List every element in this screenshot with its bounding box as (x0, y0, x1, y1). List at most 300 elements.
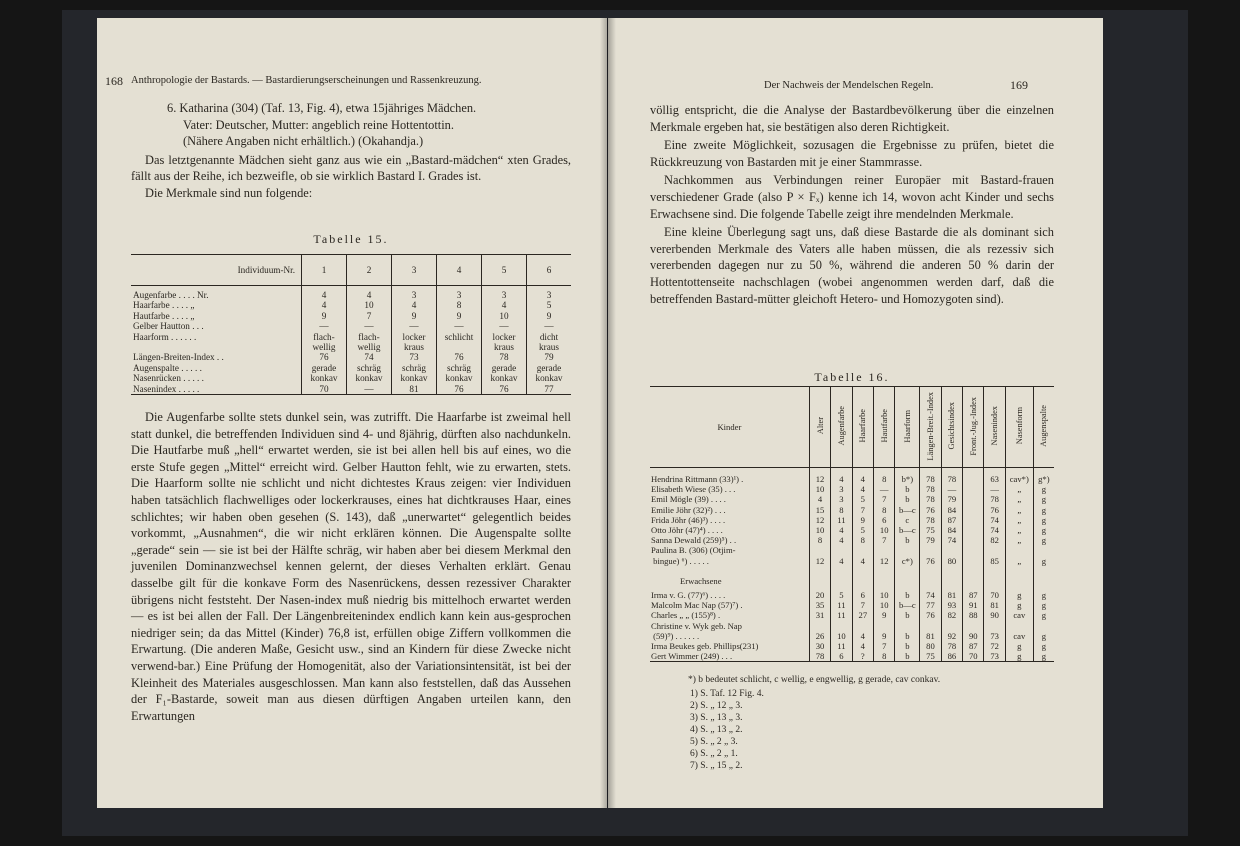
table-cell: 10 (809, 484, 830, 494)
table-row (131, 332, 571, 353)
table-cell: 4 (347, 286, 392, 301)
table-cell: 78 (920, 468, 941, 485)
column-header (1033, 387, 1054, 468)
table-cell: 78 (920, 494, 941, 504)
row-name: Otto Jöhr (47)⁴) . . . . (651, 525, 723, 536)
table-cell: 85 (984, 545, 1005, 565)
table-cell: 3 (437, 286, 482, 301)
table-cell-empty (941, 566, 962, 590)
table-row (650, 535, 1054, 545)
table-cell: 75 (920, 651, 941, 662)
right-body-text (650, 102, 1054, 307)
table-cell: 70 (302, 384, 347, 395)
table-cell: 70 (984, 590, 1005, 600)
table-cell: b (895, 621, 920, 641)
table-row (650, 600, 1054, 610)
table-cell: g (1033, 621, 1054, 641)
table-cell: g*) (1033, 468, 1054, 485)
table-cell-empty (831, 566, 852, 590)
table-cell (963, 525, 984, 535)
table-cell: 8 (874, 468, 895, 485)
column-header-label: Augenfarbe (836, 406, 846, 446)
table-16-header-row (650, 387, 1054, 468)
column-header: 2 (347, 255, 392, 286)
table-row (650, 494, 1054, 504)
table-cell: 74 (984, 525, 1005, 535)
table-cell: — (392, 321, 437, 331)
table-cell: 4 (852, 468, 873, 485)
table-cell: g (1033, 600, 1054, 610)
table-cell: 74 (984, 515, 1005, 525)
table-cell: g (1005, 651, 1033, 662)
paragraph: Die Merkmale sind nun folgende: (145, 185, 313, 200)
row-label: Nasenindex . . . . . (133, 383, 200, 394)
table-cell: 9 (852, 515, 873, 525)
table-cell: 78 (920, 515, 941, 525)
table-cell: 4 (809, 494, 830, 504)
row-label: Gelber Hautton . . . (133, 321, 204, 332)
table-cell: 9 (874, 610, 895, 620)
table-cell: 7 (347, 311, 392, 321)
table-cell: 8 (437, 300, 482, 310)
paragraph: Eine kleine Überlegung sagt uns, daß diese Bastarde die als dominant sich vererbenden Merkmale des Vaters alle haben müssen, die als rezessiv sich vererbenden dagegen nur zu 50 %, während die anderen 50 % darin der Hottentottenseite nachschlagen (wobei angenommen werden darf, daß die betreffenden Bastard-mütter gleichoft Hetero- und Homozygoten sind). (650, 225, 1054, 306)
table-cell (963, 545, 984, 565)
paragraph: Eine zweite Möglichkeit, sozusagen die Ergebnisse zu prüfen, bietet die Rückkreuzung von Bastarden mit je einer Stammrasse. (650, 138, 1054, 169)
table-cell: gerade (302, 363, 347, 373)
table-cell: — (482, 321, 527, 331)
table-cell: 90 (963, 621, 984, 641)
table-cell: b—c (895, 505, 920, 515)
table-cell: 73 (392, 352, 437, 362)
table-cell: 81 (984, 600, 1005, 610)
table-cell: 27 (852, 610, 873, 620)
table-cell: 8 (831, 505, 852, 515)
table-cell: 78 (920, 484, 941, 494)
table-cell: — (941, 484, 962, 494)
right-page (608, 18, 1103, 808)
table-cell: 70 (963, 651, 984, 662)
table-cell: 11 (831, 641, 852, 651)
table-cell: g (1005, 641, 1033, 651)
table-cell: 6 (874, 515, 895, 525)
table-cell: 8 (874, 505, 895, 515)
row-name: Hendrina Rittmann (33)¹) . (651, 474, 744, 484)
right-page-number: 169 (1010, 78, 1028, 92)
table-cell: — (302, 321, 347, 331)
table-row (650, 545, 1054, 565)
table-cell-empty (920, 566, 941, 590)
table-cell: 4 (831, 525, 852, 535)
table-cell: „ (1005, 535, 1033, 545)
column-header (874, 387, 895, 468)
table-cell-empty (1033, 566, 1054, 590)
row-name: Elisabeth Wiese (35) . . . (651, 484, 736, 495)
left-body-text (131, 409, 571, 724)
table-cell: 7 (874, 641, 895, 651)
column-header-label: Nasenindex (990, 406, 1000, 446)
table-cell: 88 (963, 610, 984, 620)
table-cell: 78 (809, 651, 830, 662)
table-cell: g (1033, 525, 1054, 535)
table-cell: b (895, 494, 920, 504)
table-cell: 3 (392, 286, 437, 301)
book-gutter (600, 18, 616, 808)
column-header: 5 (482, 255, 527, 286)
table-cell: 9 (437, 311, 482, 321)
table-row (131, 286, 571, 301)
row-name: Paulina B. (306) (Otjim- bingue) ⁶) . . . . . (651, 545, 736, 566)
table-cell: g (1033, 641, 1054, 651)
table-cell: — (874, 484, 895, 494)
column-header-label: Alter (815, 417, 825, 435)
section-row (650, 566, 1054, 590)
table-cell: gerade (527, 363, 572, 373)
table-cell: 4 (852, 621, 873, 641)
table-cell: konkav (302, 373, 347, 383)
table-row (131, 384, 571, 395)
row-name: Emilie Jöhr (32)²) . . . (651, 504, 726, 515)
table-cell-empty (874, 566, 895, 590)
row-name: Emil Mögle (39) . . . . (651, 494, 726, 505)
left-page (97, 18, 607, 808)
row-name: Sanna Dewald (259)⁵) . . (651, 535, 737, 546)
table-cell: 72 (984, 641, 1005, 651)
column-header (920, 387, 941, 468)
table-16-row-header: Kinder (650, 387, 809, 468)
table-cell: 92 (941, 621, 962, 641)
column-header-label: Nasenform (1014, 407, 1024, 445)
table-cell: 5 (852, 494, 873, 504)
table-cell: 63 (984, 468, 1005, 485)
table-cell: 7 (852, 600, 873, 610)
column-header-label: Gesichtsindex (947, 402, 957, 450)
table-cell: 84 (941, 525, 962, 535)
table-cell: g (1033, 484, 1054, 494)
table-cell: 5 (852, 525, 873, 535)
table-cell: — (347, 384, 392, 395)
table-row (131, 352, 571, 362)
left-running-head: Anthropologie der Bastards. — Bastardierungserscheinungen und Rassenkreuzung. (131, 75, 482, 86)
table-cell: 79 (941, 494, 962, 504)
table-cell: c*) (895, 545, 920, 565)
paragraph: Die Augenfarbe sollte stets dunkel sein, was zutrifft. Die Haarfarbe ist zweimal hell statt dunkel, die betreffenden Individuen sind 4- und 8jährig, dürften also nachdunkeln. Die Hautfarbe muß „hell“ erwartet werden, sie ist bei allen hell bis auf eines, wo die erste Stufe gegen „Mittel“ erreicht wird. Gelber Hautton fehlt, wie zu erwarten, stets. Die Haarform sollte nie schlicht und nicht dichtestes Kraus zeigen: vier Individuen haben tatsächlich flachwelliges oder lockerkrauses, eines hat dichtkrauses Haar, eines schlichtes; wir haben oben gesehen (S. 143), daß „unerwartet“ gelegentlich beides vorkommt, „Ausnahmen“, die wir nicht erklären können. Die Augenspalte sollte „gerade“ sein — sie ist bei der Hälfte schräg, wir haben aber bei diesem Merkmal den juvenilen Dominanzwechsel kennen gelernt, der dieses Verhalten erklärt. Genau dasselbe gilt für die konkave Form des Nasenrückens, dessen rezessiver Charakter übrigens nicht feststeht. Der Nasen-index muß niedrig bis mittelhoch erwartet werden — es ist bei allen der Fall. Der Längenbreitenindex endlich kann kein aus-gesprochen niedriger sein; da das Mittel (Kinder) 76,8 ist, erfüllen obige Ziffern vollkommen die Erwartung. (Die anderen Maße, Gesicht usw., sind an Kindern für diese Zwecke nicht verwend-bar.) Eine Prüfung der Homogenität, also der Variationsintensität, ist bei der Kleinheit des Materiales ausgeschlossen. Man kann also feststellen, daß das Aussehen der F₁-Bastarde, soweit man aus diesen dürftigen Angaben urteilen kann, den Erwartungen (131, 410, 571, 723)
table-cell: 10 (874, 525, 895, 535)
table-cell: 8 (874, 651, 895, 662)
table-cell: 9 (874, 621, 895, 641)
table-cell: — (984, 484, 1005, 494)
table-cell: 7 (852, 505, 873, 515)
table-cell (963, 494, 984, 504)
table-cell: 76 (302, 352, 347, 362)
table-15-body (131, 286, 571, 395)
table-cell: 9 (527, 311, 572, 321)
row-label: Längen-Breiten-Index . . (133, 352, 224, 363)
table-cell: 74 (347, 352, 392, 362)
table-cell: 78 (482, 352, 527, 362)
table-cell: b (895, 484, 920, 494)
table-cell: 93 (941, 600, 962, 610)
table-cell: 35 (809, 600, 830, 610)
table-cell: — (347, 321, 392, 331)
table-cell: 76 (920, 610, 941, 620)
row-name: Gert Wimmer (249) . . . (651, 651, 733, 662)
table-cell: 6 (831, 651, 852, 662)
table-row (650, 590, 1054, 600)
column-header: 1 (302, 255, 347, 286)
table-cell: 9 (302, 311, 347, 321)
table-cell: locker kraus (392, 332, 437, 353)
table-row (131, 373, 571, 383)
footnote: 5) S. „ 2 „ 3. (690, 737, 738, 747)
row-label: Hautfarbe . . . . „ (133, 310, 195, 321)
table-cell: 91 (963, 600, 984, 610)
left-page-number: 168 (105, 74, 123, 88)
table-cell: 10 (831, 621, 852, 641)
table-cell: 87 (941, 515, 962, 525)
table-cell: — (437, 321, 482, 331)
table-cell: 4 (831, 535, 852, 545)
table-cell: 10 (482, 311, 527, 321)
table-cell: konkav (347, 373, 392, 383)
table-cell: „ (1005, 545, 1033, 565)
column-header: 4 (437, 255, 482, 286)
table-cell: b (895, 641, 920, 651)
table-cell: g (1033, 610, 1054, 620)
row-name: Charles „ „ (155)⁸) . (651, 610, 721, 621)
table-cell: 80 (920, 641, 941, 651)
row-name: Frida Jöhr (46)³) . . . . (651, 514, 726, 525)
table-cell: 75 (920, 525, 941, 535)
table-cell: flach- wellig (347, 332, 392, 353)
table-cell: 86 (941, 651, 962, 662)
row-label: Haarfarbe . . . . „ (133, 300, 195, 311)
row-name: Irma v. G. (77)⁶) . . . . (651, 590, 726, 601)
table-cell: 10 (809, 525, 830, 535)
table-cell: ? (852, 651, 873, 662)
table-row (650, 515, 1054, 525)
table-cell: dicht kraus (527, 332, 572, 353)
row-name: Irma Beukes geb. Phillips(231) (651, 641, 759, 652)
table-15-header-label: Individuum-Nr. (131, 255, 302, 286)
table-cell: 6 (852, 590, 873, 600)
table-16-caption: Tabelle 16. (814, 370, 890, 384)
table-cell: 12 (809, 468, 830, 485)
table-cell: „ (1005, 494, 1033, 504)
row-label: Nasenrücken . . . . . (133, 373, 204, 384)
column-header (852, 387, 873, 468)
table-cell: b—c (895, 525, 920, 535)
table-cell: 81 (920, 621, 941, 641)
table-cell: 8 (852, 535, 873, 545)
column-header-label: Augenspalte (1039, 404, 1049, 447)
intro-line: Vater: Deutscher, Mutter: angeblich reine Hottentottin. (183, 117, 454, 132)
table-cell: b (895, 590, 920, 600)
table-cell (963, 505, 984, 515)
table-cell: c (895, 515, 920, 525)
table-cell: 11 (831, 515, 852, 525)
column-header: 6 (527, 255, 572, 286)
table-cell: g (1033, 590, 1054, 600)
table-cell: 5 (831, 590, 852, 600)
table-cell: schräg (437, 363, 482, 373)
table-cell (963, 515, 984, 525)
table-cell: 4 (302, 300, 347, 310)
table-row (650, 621, 1054, 641)
table-cell: konkav (527, 373, 572, 383)
table-15-caption: Tabelle 15. (313, 232, 389, 246)
table-cell: 3 (482, 286, 527, 301)
table-cell: 80 (941, 545, 962, 565)
table-cell: 10 (347, 300, 392, 310)
table-row (650, 641, 1054, 651)
table-cell: 74 (920, 590, 941, 600)
right-running-head: Der Nachweis der Mendelschen Regeln. (764, 80, 934, 91)
table-cell-empty (895, 566, 920, 590)
intro-line: (Nähere Angaben nicht erhältlich.) (Okahandja.) (183, 134, 424, 149)
table-cell: 76 (437, 352, 482, 362)
column-header-label: Hautfarbe (879, 409, 889, 443)
table-cell: 84 (941, 505, 962, 515)
table-cell: gerade (482, 363, 527, 373)
column-header (895, 387, 920, 468)
column-header (963, 387, 984, 468)
intro-line: 6. Katharina (304) (Taf. 13, Fig. 4), etwa 15jähriges Mädchen. (167, 101, 477, 115)
table-cell: 12 (874, 545, 895, 565)
footnotes (688, 674, 1048, 772)
table-cell: „ (1005, 525, 1033, 535)
table-cell: konkav (482, 373, 527, 383)
table-cell: 5 (527, 300, 572, 310)
table-cell: 73 (984, 651, 1005, 662)
table-cell: 20 (809, 590, 830, 600)
table-cell: 79 (920, 535, 941, 545)
section-label: Erwachsene (680, 575, 722, 586)
table-cell: 90 (984, 610, 1005, 620)
table-row (650, 525, 1054, 535)
table-cell: g (1033, 515, 1054, 525)
table-16-body (650, 468, 1054, 662)
table-cell: 79 (527, 352, 572, 362)
table-cell-empty (963, 566, 984, 590)
table-cell: 7 (874, 535, 895, 545)
table-cell: 3 (831, 494, 852, 504)
table-cell: 15 (809, 505, 830, 515)
table-cell-empty (1005, 566, 1033, 590)
table-row (650, 610, 1054, 620)
table-cell: 11 (831, 600, 852, 610)
footnote: 3) S. „ 13 „ 3. (690, 713, 743, 723)
table-cell: schlicht (437, 332, 482, 353)
row-label: Haarform . . . . . . (133, 331, 197, 342)
table-cell: 12 (809, 545, 830, 565)
table-cell: 12 (809, 515, 830, 525)
table-cell (963, 535, 984, 545)
footnote-list (688, 688, 1048, 772)
column-header (809, 387, 830, 468)
footnote: 2) S. „ 12 „ 3. (690, 701, 743, 711)
table-cell: „ (1005, 484, 1033, 494)
table-cell: 78 (941, 641, 962, 651)
column-header-label: Haarfarbe (858, 409, 868, 443)
column-header (984, 387, 1005, 468)
table-cell: g (1033, 651, 1054, 662)
table-cell: 77 (527, 384, 572, 395)
table-cell: 4 (852, 641, 873, 651)
table-cell: 4 (852, 545, 873, 565)
table-cell: 76 (920, 505, 941, 515)
table-cell: 76 (920, 545, 941, 565)
column-header-label: Längen-Breit.-Index (925, 391, 935, 461)
table-cell: 31 (809, 610, 830, 620)
table-cell: 4 (302, 286, 347, 301)
table-cell: — (527, 321, 572, 331)
table-cell: schräg (392, 363, 437, 373)
table-cell: g (1033, 505, 1054, 515)
table-cell: 11 (831, 610, 852, 620)
table-cell: 74 (941, 535, 962, 545)
column-header (941, 387, 962, 468)
row-name: Christine v. Wyk geb. Nap (59)⁹) . . . . . . (651, 620, 742, 641)
table-cell: „ (1005, 505, 1033, 515)
table-cell: b (895, 610, 920, 620)
table-cell: 3 (831, 484, 852, 494)
table-cell: 7 (874, 494, 895, 504)
table-cell: 26 (809, 621, 830, 641)
table-row (131, 363, 571, 373)
table-cell: schräg (347, 363, 392, 373)
table-row (650, 484, 1054, 494)
table-16 (650, 386, 1054, 662)
paragraph: Nachkommen aus Verbindungen reiner Europäer mit Bastard-frauen verschiedener Grade (also P × Fₓ) kenne ich 14, wovon acht Kinder und sechs Erwachsene sind. Die folgende Tabelle zeigt ihre mendelnden Merkmale. (650, 173, 1054, 221)
table-cell: b (895, 651, 920, 662)
table-cell: 10 (874, 600, 895, 610)
column-header-label: Front.-Jug.-Index (968, 396, 978, 456)
table-cell: „ (1005, 515, 1033, 525)
footnote: 6) S. „ 2 „ 1. (690, 749, 738, 759)
table-row (131, 311, 571, 321)
table-cell: 4 (852, 484, 873, 494)
table-row (650, 651, 1054, 662)
table-cell: g (1033, 535, 1054, 545)
table-cell: konkav (392, 373, 437, 383)
table-cell: cav*) (1005, 468, 1033, 485)
intro-block (131, 100, 571, 202)
table-cell: 10 (874, 590, 895, 600)
table-cell (963, 484, 984, 494)
row-label: Augenfarbe . . . . Nr. (133, 290, 209, 300)
table-cell: 76 (482, 384, 527, 395)
table-row (131, 321, 571, 331)
footnote: 1) S. Taf. 12 Fig. 4. (690, 689, 764, 699)
table-cell: locker kraus (482, 332, 527, 353)
footnote-legend: *) b bedeutet schlicht, c wellig, e engwellig, g gerade, cav conkav. (688, 675, 941, 685)
table-row (131, 300, 571, 310)
table-cell: g (1033, 494, 1054, 504)
table-cell: cav (1005, 610, 1033, 620)
row-name: Malcolm Mac Nap (57)⁷) . (651, 600, 743, 611)
table-cell (963, 468, 984, 485)
table-cell-empty (809, 566, 830, 590)
table-cell: b*) (895, 468, 920, 485)
row-label: Augenspalte . . . . . (133, 362, 202, 373)
table-cell: 81 (941, 590, 962, 600)
table-cell: g (1005, 600, 1033, 610)
table-cell: konkav (437, 373, 482, 383)
table-cell: 78 (984, 494, 1005, 504)
table-cell-empty (984, 566, 1005, 590)
table-cell: 9 (392, 311, 437, 321)
table-cell: g (1005, 590, 1033, 600)
